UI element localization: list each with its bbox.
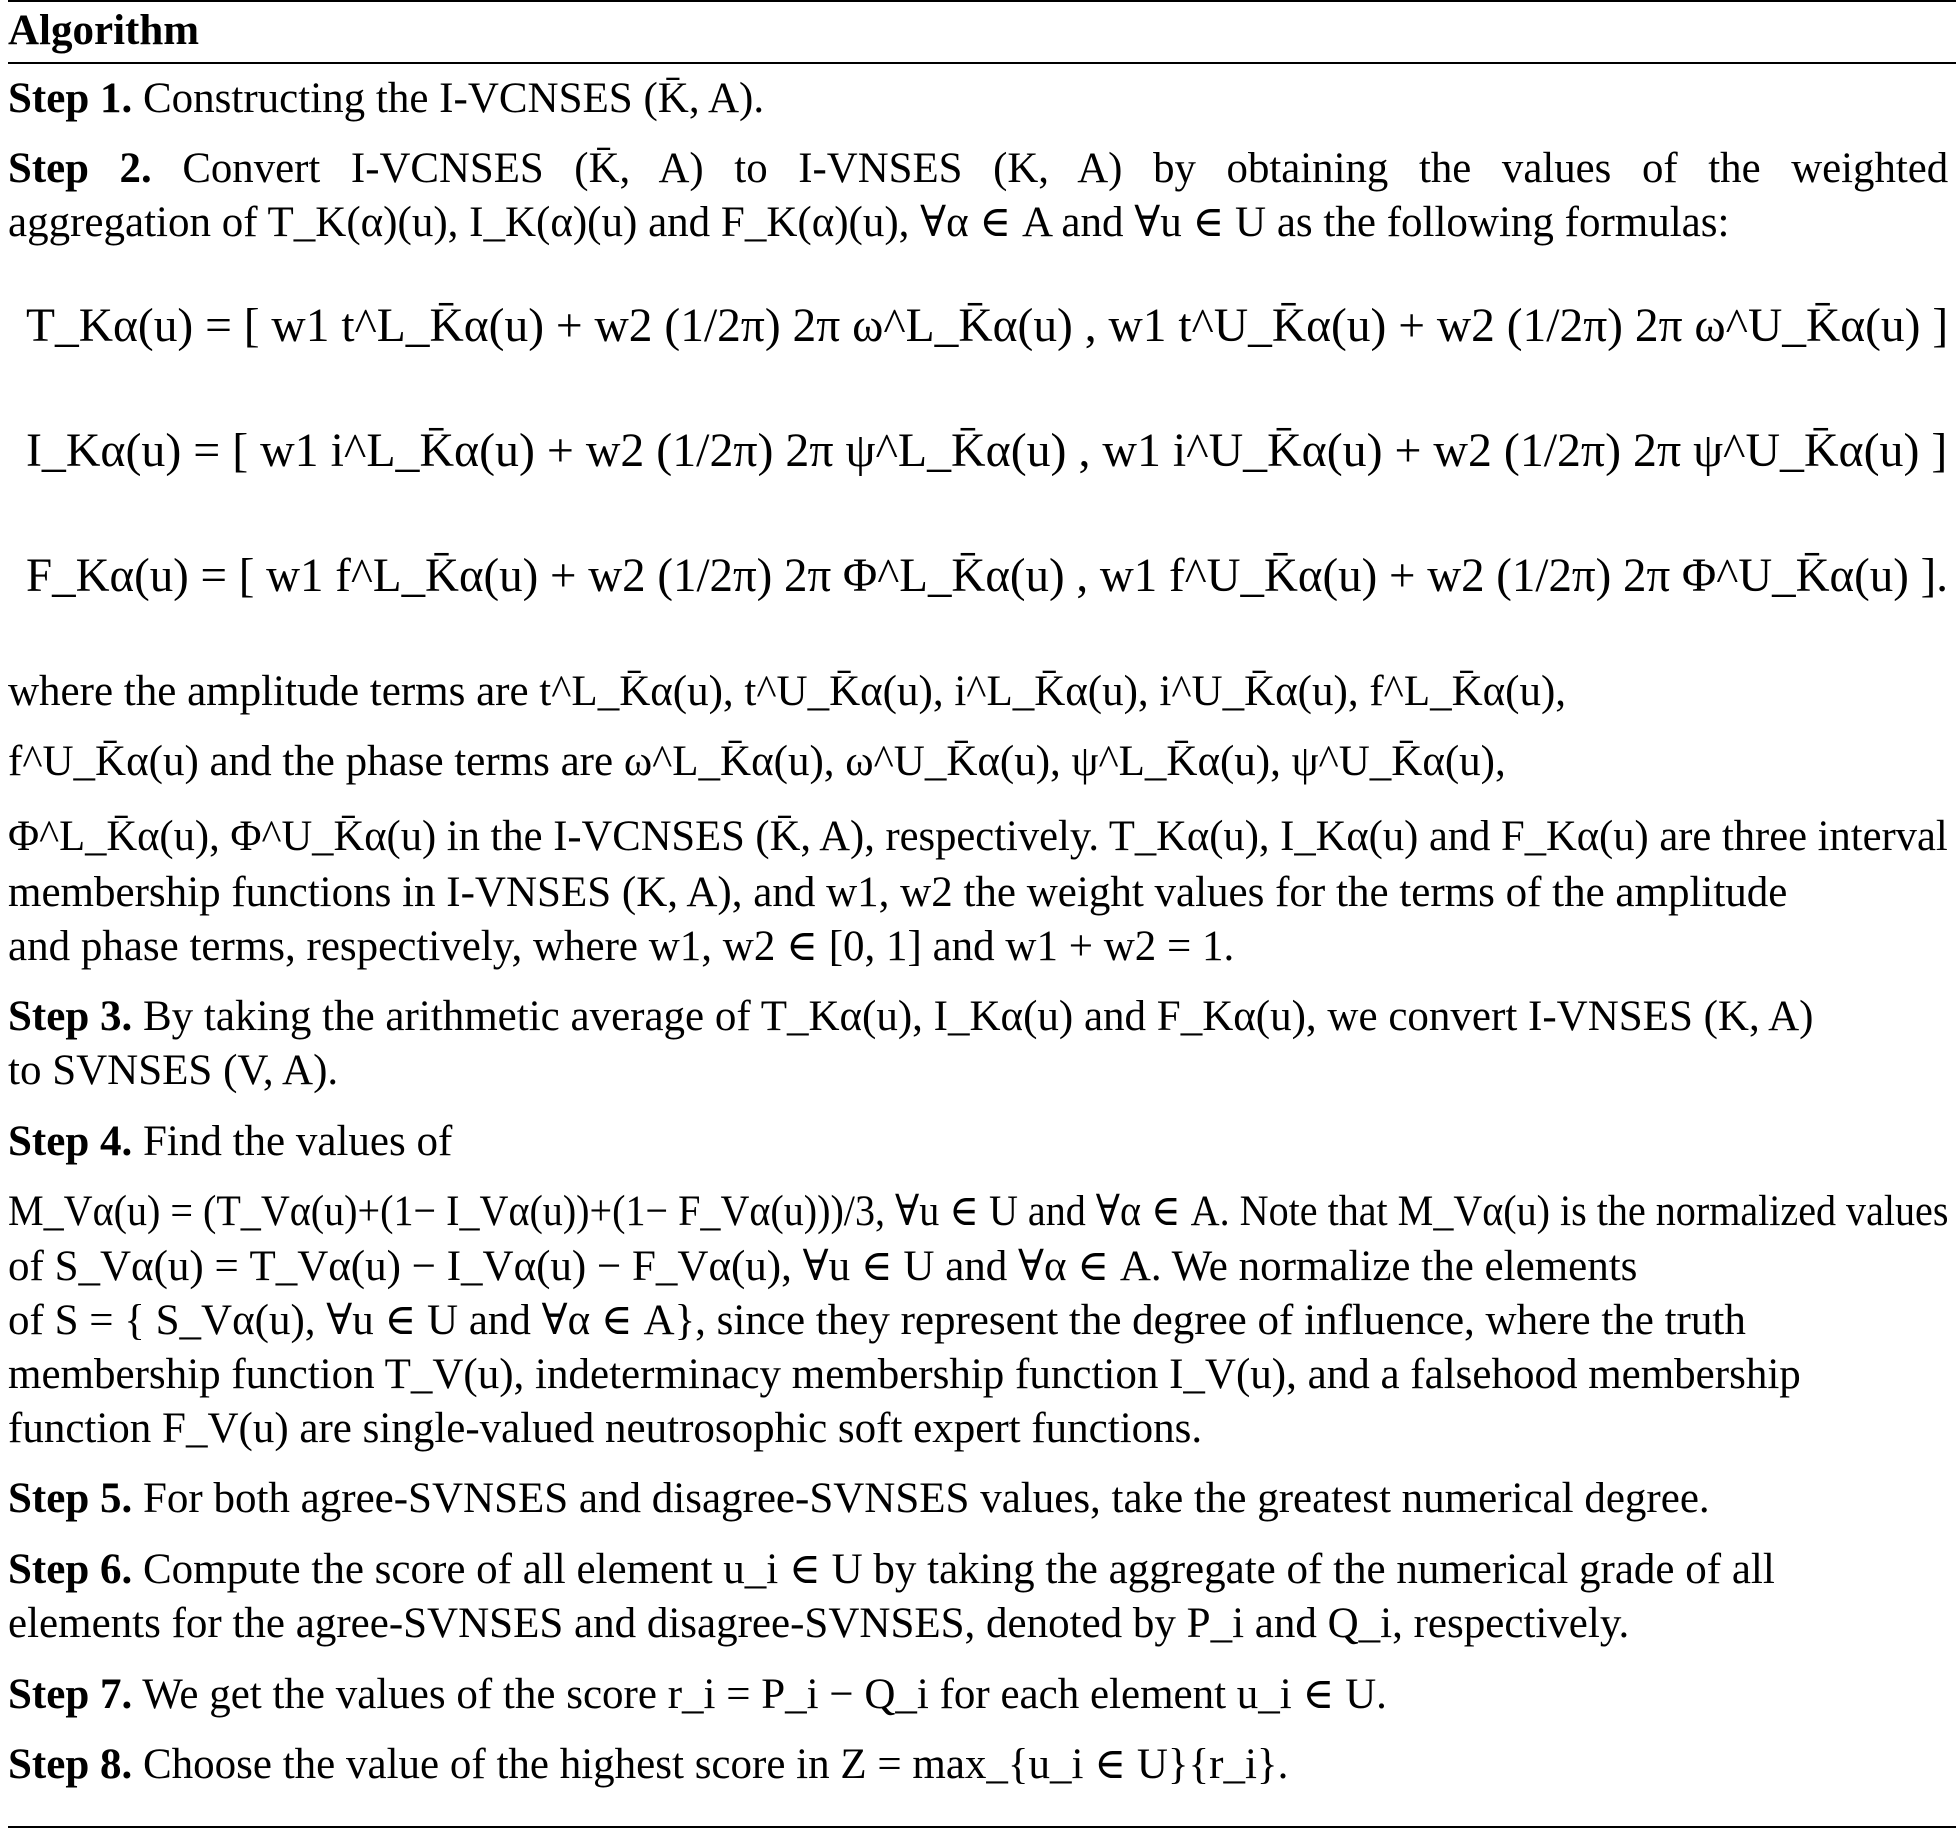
step-4-line-3: of S_Vα(u) = T_Vα(u) − I_Vα(u) − F_Vα(u), ∀u ∈ U and ∀α ∈ A. We normalize the elements	[8, 1243, 1638, 1290]
step-6-line-2: elements for the agree-SVNSES and disagree-SVNSES, denoted by P_i and Q_i, respectively.	[8, 1600, 1630, 1647]
step-4-line-4: of S = { S_Vα(u), ∀u ∈ U and ∀α ∈ A}, since they represent the degree of influence, where the truth	[8, 1297, 1746, 1344]
header-rule	[8, 62, 1956, 64]
algorithm-title: Algorithm	[8, 7, 200, 54]
step-4-line-2: M_Vα(u) = (T_Vα(u)+(1− I_Vα(u))+(1− F_Vα(u)))/3, ∀u ∈ U and ∀α ∈ A. Note that M_Vα(u) is the normalized values	[8, 1188, 1949, 1235]
step-8-label: Step 8.	[8, 1741, 133, 1788]
step-4-label: Step 4.	[8, 1118, 133, 1165]
step-3-label: Step 3.	[8, 993, 133, 1040]
step-5: Step 5. For both agree-SVNSES and disagree-SVNSES values, take the greatest numerical degree.	[8, 1475, 1710, 1522]
step-3-line-1: Step 3. By taking the arithmetic average of T_Kα(u), I_Kα(u) and F_Kα(u), we convert I-VNSES (K, A)	[8, 993, 1814, 1040]
top-rule	[8, 0, 1956, 2]
step-2-where-3: Φ^L_K̄α(u), Φ^U_K̄α(u) in the I-VCNSES (K̄, A), respectively. T_Kα(u), I_Kα(u) and F_Kα(u) are three interval	[8, 813, 1948, 860]
step-2-where-1: where the amplitude terms are t^L_K̄α(u), t^U_K̄α(u), i^L_K̄α(u), i^U_K̄α(u), f^L_K̄α(u),	[8, 668, 1567, 715]
step-2-where-4: membership functions in I-VNSES (K, A), and w1, w2 the weight values for the terms of the amplitude	[8, 869, 1788, 916]
equation-I: I_Kα(u) = [ w1 i^L_K̄α(u) + w2 (1/2π) 2π ψ^L_K̄α(u) , w1 i^U_K̄α(u) + w2 (1/2π) 2π ψ^U_K̄α(u) ]	[26, 423, 1948, 477]
step-4-line-5: membership function T_V(u), indeterminacy membership function I_V(u), and a falsehood membership	[8, 1351, 1801, 1398]
step-2-line-1: Step 2. Convert I-VCNSES (K̄, A) to I-VNSES (K, A) by obtaining the values of the weighted	[8, 145, 1949, 192]
step-1-text: Constructing the I-VCNSES (K̄, A).	[142, 75, 765, 122]
step-6-label: Step 6.	[8, 1546, 133, 1593]
step-2-where-2: f^U_K̄α(u) and the phase terms are ω^L_K̄α(u), ω^U_K̄α(u), ψ^L_K̄α(u), ψ^U_K̄α(u),	[8, 738, 1506, 785]
step-8: Step 8. Choose the value of the highest score in Z = max_{u_i ∈ U}{r_i}.	[8, 1741, 1289, 1788]
step-1	[8, 72, 764, 126]
step-2-label: Step 2.	[8, 145, 152, 192]
step-3-line-2: to SVNSES (V, A).	[8, 1047, 339, 1094]
equation-F: F_Kα(u) = [ w1 f^L_K̄α(u) + w2 (1/2π) 2π Φ^L_K̄α(u) , w1 f^U_K̄α(u) + w2 (1/2π) 2π Φ^U_K̄α(u) ].	[26, 548, 1948, 602]
step-7-label: Step 7.	[8, 1671, 133, 1718]
step-4-line-1: Step 4. Find the values of	[8, 1118, 453, 1165]
step-2-where-5: and phase terms, respectively, where w1, w2 ∈ [0, 1] and w1 + w2 = 1.	[8, 923, 1235, 970]
step-7: Step 7. We get the values of the score r_i = P_i − Q_i for each element u_i ∈ U.	[8, 1671, 1387, 1718]
step-4-line-6: function F_V(u) are single-valued neutrosophic soft expert functions.	[8, 1405, 1203, 1452]
step-5-label: Step 5.	[8, 1475, 133, 1522]
step-1-label: Step 1.	[8, 75, 133, 122]
bottom-rule	[8, 1826, 1956, 1828]
equation-T: T_Kα(u) = [ w1 t^L_K̄α(u) + w2 (1/2π) 2π ω^L_K̄α(u) , w1 t^U_K̄α(u) + w2 (1/2π) 2π ω^U_K̄α(u) ]	[26, 298, 1949, 352]
algorithm-box	[8, 0, 1956, 1833]
step-2-line-2: aggregation of T_K(α)(u), I_K(α)(u) and F_K(α)(u), ∀α ∈ A and ∀u ∈ U as the following formulas:	[8, 199, 1730, 246]
step-6-line-1: Step 6. Compute the score of all element u_i ∈ U by taking the aggregate of the numerical grade of all	[8, 1546, 1775, 1593]
